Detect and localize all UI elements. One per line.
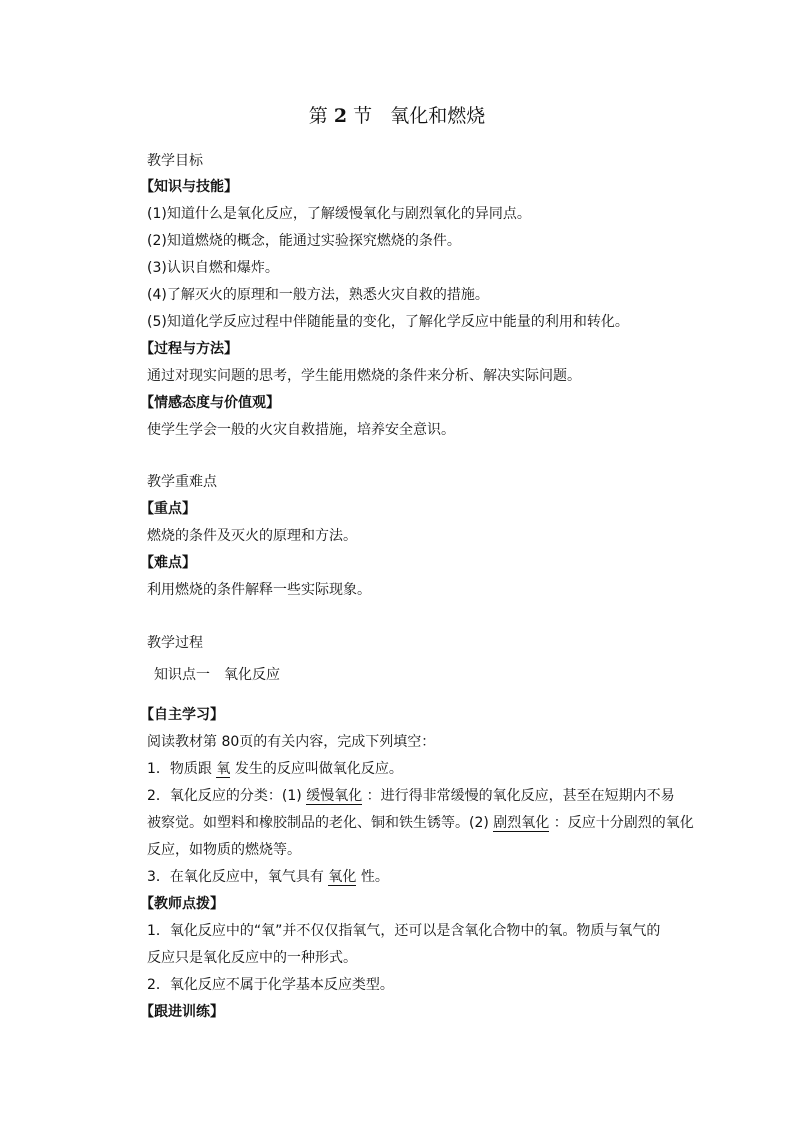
knowledge-point-title: 知识点一 氧化反应 [154, 667, 280, 683]
knowledge-item: (1)知道什么是氧化反应，了解缓慢氧化与剧烈氧化的异同点。 [147, 206, 531, 222]
teacher-tips-heading: 【教师点拨】 [140, 896, 224, 912]
knowledge-heading: 【知识与技能】 [140, 179, 238, 195]
emotion-heading: 【情感态度与价值观】 [140, 395, 280, 411]
process-method-text: 通过对现实问题的思考，学生能用燃烧的条件来分析、解决实际问题。 [147, 368, 581, 384]
key-text: 燃烧的条件及灭火的原理和方法。 [147, 528, 357, 544]
process-heading: 教学过程 [147, 635, 203, 651]
question-2-line-2-prefix: 被察觉。如塑料和橡胶制品的老化、铜和铁生锈等。(2) [147, 815, 489, 831]
teacher-tip-1-line-2: 反应只是氧化反应中的一种形式。 [147, 950, 357, 966]
question-2-prefix: 2．氧化反应的分类：(1) [147, 788, 302, 804]
knowledge-item: (4)了解灭火的原理和一般方法，熟悉火灾自救的措施。 [147, 287, 489, 303]
question-3-prefix: 3．在氧化反应中，氧气具有 [147, 869, 324, 885]
teacher-tip-1-line-1: 1．氧化反应中的“氧”并不仅仅指氧气，还可以是含氧化合物中的氧。物质与氧气的 [147, 923, 661, 939]
question-1-suffix: 发生的反应叫做氧化反应。 [234, 761, 403, 777]
answer-blank: 剧烈氧化 [493, 815, 550, 831]
question-2-line-1 [147, 787, 675, 805]
follow-training-heading: 【跟进训练】 [140, 1004, 224, 1020]
title-suffix: 节 [347, 105, 373, 127]
keypoints-heading: 教学重难点 [147, 474, 217, 490]
title-number: 2 [333, 105, 348, 127]
objectives-heading: 教学目标 [147, 153, 203, 169]
title-name: 氧化和燃烧 [390, 105, 486, 127]
page-title [0, 104, 794, 128]
self-study-intro: 阅读教材第 80页的有关内容，完成下列填空： [147, 734, 436, 750]
question-2-line-2 [147, 814, 694, 832]
answer-blank: 缓慢氧化 [306, 788, 363, 804]
knowledge-item: (2)知道燃烧的概念，能通过实验探究燃烧的条件。 [147, 233, 461, 249]
question-3 [147, 868, 389, 886]
difficult-heading: 【难点】 [140, 555, 196, 571]
knowledge-item: (3)认识自燃和爆炸。 [147, 260, 279, 276]
question-1-prefix: 1．物质跟 [147, 761, 212, 777]
question-2-line-3: 反应，如物质的燃烧等。 [147, 842, 301, 858]
answer-blank: 氧 [216, 761, 231, 777]
question-1 [147, 760, 403, 778]
self-study-heading: 【自主学习】 [140, 707, 224, 723]
question-2-middle: ：进行得非常缓慢的氧化反应，甚至在短期内不易 [366, 788, 675, 804]
process-method-heading: 【过程与方法】 [140, 341, 238, 357]
answer-blank: 氧化 [328, 869, 357, 885]
knowledge-item: (5)知道化学反应过程中伴随能量的变化，了解化学反应中能量的利用和转化。 [147, 314, 629, 330]
difficult-text: 利用燃烧的条件解释一些实际现象。 [147, 582, 371, 598]
emotion-text: 使学生学会一般的火灾自救措施，培养安全意识。 [147, 422, 455, 438]
question-2-line-2-suffix: ：反应十分剧烈的氧化 [553, 815, 694, 831]
teacher-tip-2: 2．氧化反应不属于化学基本反应类型。 [147, 977, 394, 993]
title-prefix: 第 [308, 105, 334, 127]
key-heading: 【重点】 [140, 501, 196, 517]
question-3-suffix: 性。 [360, 869, 389, 885]
